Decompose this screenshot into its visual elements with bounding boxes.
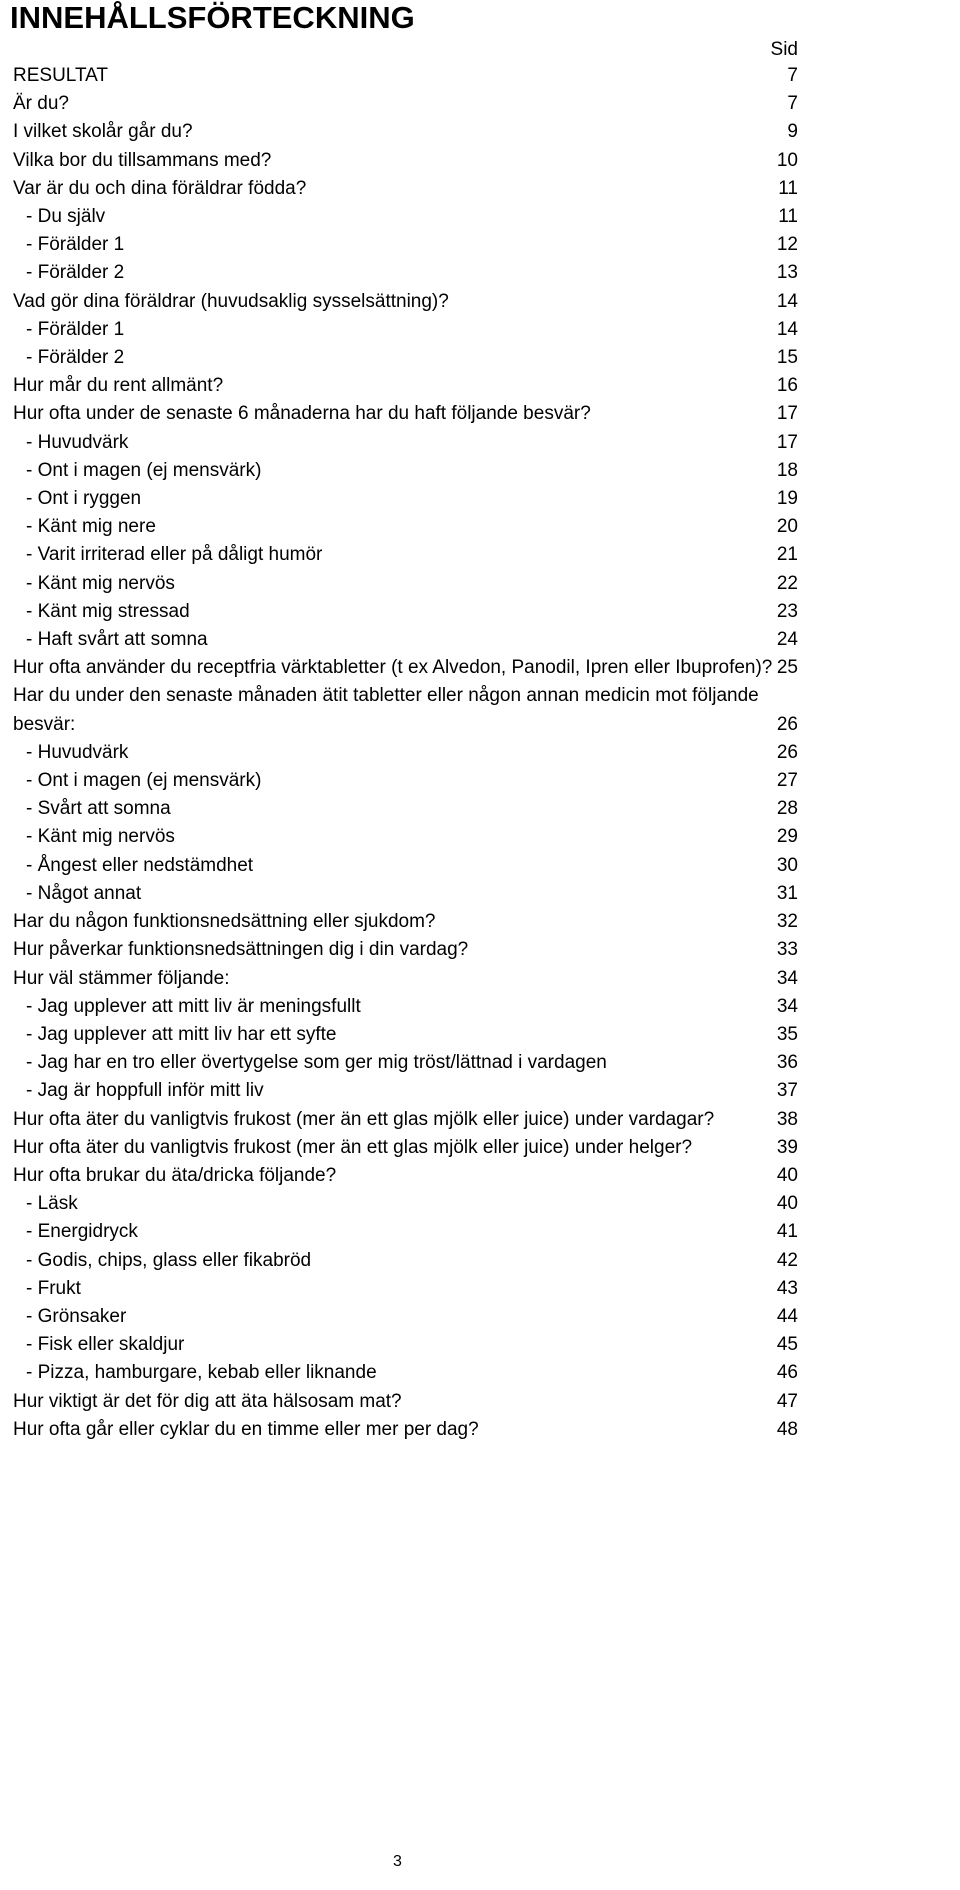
toc-entry-label: - Känt mig nervös [26, 572, 175, 594]
toc-entry-page: 22 [776, 572, 798, 594]
toc-entry-label: - Förälder 1 [26, 234, 125, 256]
toc-entry-page: 13 [776, 262, 798, 284]
toc-entry-label: - Frukt [26, 1277, 81, 1299]
toc-entry [13, 880, 798, 908]
toc-entry-page: 17 [776, 403, 798, 425]
toc-entry [13, 1162, 798, 1190]
toc-entry-page: 28 [776, 798, 798, 820]
toc-entry [13, 372, 798, 400]
toc-entry-label: - Känt mig nere [26, 516, 156, 538]
toc-entry-label: Hur ofta äter du vanligtvis frukost (mer än ett glas mjölk eller juice) under helger? [13, 1136, 693, 1158]
toc-entry [13, 203, 798, 231]
toc-entry [13, 1359, 798, 1387]
toc-entry-page: 47 [776, 1390, 798, 1412]
toc-entry-label: - Huvudvärk [26, 431, 129, 453]
toc-entry [13, 147, 798, 175]
toc-entry-page: 11 [778, 177, 798, 199]
toc-entry-label: Hur påverkar funktionsnedsättningen dig i din vardag? [13, 939, 469, 961]
toc-entry [13, 1331, 798, 1359]
toc-entry-page: 34 [776, 967, 798, 989]
toc-entry-page: 33 [776, 939, 798, 961]
toc-entry-page: 31 [776, 882, 798, 904]
toc-entry [13, 570, 798, 598]
toc-entry-page: 46 [776, 1362, 798, 1384]
toc-entry [13, 1021, 798, 1049]
toc-entry-page: 17 [776, 431, 798, 453]
toc-entry-page: 26 [776, 741, 798, 763]
toc-entry-page: 35 [776, 1023, 798, 1045]
toc-entry [13, 936, 798, 964]
toc-entry [13, 400, 798, 428]
table-of-contents [13, 62, 798, 1444]
toc-entry [13, 908, 798, 936]
toc-entry-label: - Något annat [26, 882, 142, 904]
toc-entry-label: Hur mår du rent allmänt? [13, 375, 224, 397]
toc-entry [13, 1190, 798, 1218]
toc-entry-page: 42 [776, 1249, 798, 1271]
toc-entry-label: - Förälder 1 [26, 318, 125, 340]
toc-entry-label: Hur ofta går eller cyklar du en timme eller mer per dag? [13, 1418, 479, 1440]
toc-entry [13, 259, 798, 287]
toc-entry [13, 993, 798, 1021]
toc-entry-page: 24 [776, 629, 798, 651]
page-column-header: Sid [770, 39, 798, 60]
toc-entry-page: 19 [776, 488, 798, 510]
toc-entry [13, 795, 798, 823]
toc-entry-label: I vilket skolår går du? [13, 121, 193, 143]
toc-entry-label: - Ångest eller nedstämdhet [26, 854, 254, 876]
toc-entry [13, 965, 798, 993]
toc-entry-page: 21 [776, 544, 798, 566]
toc-entry-page: 7 [787, 93, 798, 115]
toc-entry-page: 30 [776, 854, 798, 876]
toc-entry-label: Hur ofta använder du receptfria värktabletter (t ex Alvedon, Panodil, Ipren eller Ibuprofen)? [13, 657, 773, 679]
toc-entry-label: - Förälder 2 [26, 347, 125, 369]
toc-entry-label: - Jag är hoppfull inför mitt liv [26, 1080, 264, 1102]
toc-entry-page: 45 [776, 1334, 798, 1356]
toc-entry-page: 37 [776, 1080, 798, 1102]
page-number: 3 [393, 1853, 402, 1870]
toc-entry-label: - Huvudvärk [26, 741, 129, 763]
toc-entry-label: Var är du och dina föräldrar födda? [13, 177, 307, 199]
toc-entry-label: - Grönsaker [26, 1305, 127, 1327]
toc-entry-label: - Fisk eller skaldjur [26, 1334, 185, 1356]
toc-entry-page: 25 [776, 657, 798, 679]
toc-entry-page: 44 [776, 1305, 798, 1327]
toc-entry-label: RESULTAT [13, 65, 109, 86]
toc-entry-label: - Känt mig nervös [26, 826, 175, 848]
toc-entry-page: 34 [776, 995, 798, 1017]
toc-entry-page: 40 [776, 1193, 798, 1215]
toc-entry [13, 1049, 798, 1077]
toc-entry-label: Har du någon funktionsnedsättning eller sjukdom? [13, 911, 436, 933]
toc-entry-page: 16 [776, 375, 798, 397]
toc-entry [13, 118, 798, 146]
toc-entry-page: 20 [776, 516, 798, 538]
toc-entry [13, 626, 798, 654]
toc-entry [13, 598, 798, 626]
toc-entry-label: - Du själv [26, 206, 106, 228]
toc-entry-label: - Pizza, hamburgare, kebab eller liknande [26, 1362, 377, 1384]
toc-entry [13, 513, 798, 541]
toc-entry [13, 823, 798, 851]
toc-entry-page: 39 [776, 1136, 798, 1158]
toc-entry-page: 11 [778, 206, 798, 228]
toc-entry [13, 231, 798, 259]
toc-entry [13, 739, 798, 767]
toc-entry [13, 654, 798, 682]
toc-entry-page: 26 [776, 713, 798, 735]
toc-entry [13, 1303, 798, 1331]
toc-entry-label: - Jag upplever att mitt liv är meningsfullt [26, 995, 361, 1017]
toc-entry-page: 15 [776, 347, 798, 369]
toc-entry-page: 7 [787, 65, 798, 86]
toc-entry-page: 43 [776, 1277, 798, 1299]
toc-entry-page: 48 [776, 1418, 798, 1440]
toc-entry-label: - Förälder 2 [26, 262, 125, 284]
toc-entry-label: - Godis, chips, glass eller fikabröd [26, 1249, 312, 1271]
toc-entry [13, 90, 798, 118]
toc-entry-label: - Ont i ryggen [26, 488, 142, 510]
toc-entry [13, 852, 798, 880]
toc-entry-page: 14 [776, 290, 798, 312]
toc-entry [13, 682, 798, 738]
toc-entry-page: 23 [776, 600, 798, 622]
toc-entry-page: 41 [776, 1221, 798, 1243]
document-title: INNEHÅLLSFÖRTECKNING [10, 0, 415, 35]
toc-entry-page: 36 [776, 1052, 798, 1074]
toc-entry [13, 1388, 798, 1416]
toc-entry [13, 288, 798, 316]
toc-entry [13, 1077, 798, 1105]
toc-entry-label: Vilka bor du tillsammans med? [13, 149, 272, 171]
toc-entry [13, 175, 798, 203]
toc-entry-page: 32 [776, 911, 798, 933]
toc-entry [13, 1218, 798, 1246]
toc-entry-label: Hur ofta brukar du äta/dricka följande? [13, 1164, 337, 1186]
toc-entry-label: - Ont i magen (ej mensvärk) [26, 770, 262, 792]
toc-entry [13, 485, 798, 513]
toc-entry [13, 1416, 798, 1444]
toc-entry [13, 344, 798, 372]
toc-entry [13, 1247, 798, 1275]
toc-entry [13, 767, 798, 795]
toc-entry-label: - Läsk [26, 1193, 78, 1215]
toc-entry-label: Vad gör dina föräldrar (huvudsaklig sysselsättning)? [13, 290, 449, 312]
toc-entry-label: - Energidryck [26, 1221, 138, 1243]
toc-entry [13, 1134, 798, 1162]
toc-entry-page: 10 [776, 149, 798, 171]
toc-entry-label: - Svårt att somna [26, 798, 171, 820]
toc-entry-label: Hur ofta under de senaste 6 månaderna har du haft följande besvär? [13, 403, 591, 425]
toc-entry-label: - Jag upplever att mitt liv har ett syfte [26, 1023, 337, 1045]
toc-entry [13, 316, 798, 344]
toc-entry [13, 457, 798, 485]
toc-entry-page: 9 [787, 121, 798, 143]
toc-entry-label: - Haft svårt att somna [26, 629, 208, 651]
toc-entry-label: - Känt mig stressad [26, 600, 190, 622]
toc-entry [13, 62, 798, 90]
toc-entry-page: 14 [776, 318, 798, 340]
toc-entry-page: 18 [776, 459, 798, 481]
toc-entry-page: 27 [776, 770, 798, 792]
toc-entry-page: 40 [776, 1164, 798, 1186]
toc-entry [13, 1275, 798, 1303]
toc-entry-label: - Ont i magen (ej mensvärk) [26, 459, 262, 481]
toc-entry-page: 38 [776, 1108, 798, 1130]
toc-entry [13, 1106, 798, 1134]
toc-entry-label: Hur viktigt är det för dig att äta hälsosam mat? [13, 1390, 402, 1412]
toc-entry-label: Hur ofta äter du vanligtvis frukost (mer än ett glas mjölk eller juice) under vardagar? [13, 1108, 715, 1130]
toc-entry [13, 541, 798, 569]
toc-entry [13, 429, 798, 457]
toc-entry-label: Hur väl stämmer följande: [13, 967, 230, 989]
toc-entry-label: - Varit irriterad eller på dåligt humör [26, 544, 323, 566]
toc-entry-label: Är du? [13, 93, 69, 115]
toc-entry-page: 29 [776, 826, 798, 848]
toc-entry-label: - Jag har en tro eller övertygelse som ger mig tröst/lättnad i vardagen [26, 1052, 607, 1074]
toc-entry-label: Har du under den senaste månaden ätit tabletter eller någon annan medicin mot följande besvär: [13, 685, 759, 735]
toc-entry-page: 12 [776, 234, 798, 256]
